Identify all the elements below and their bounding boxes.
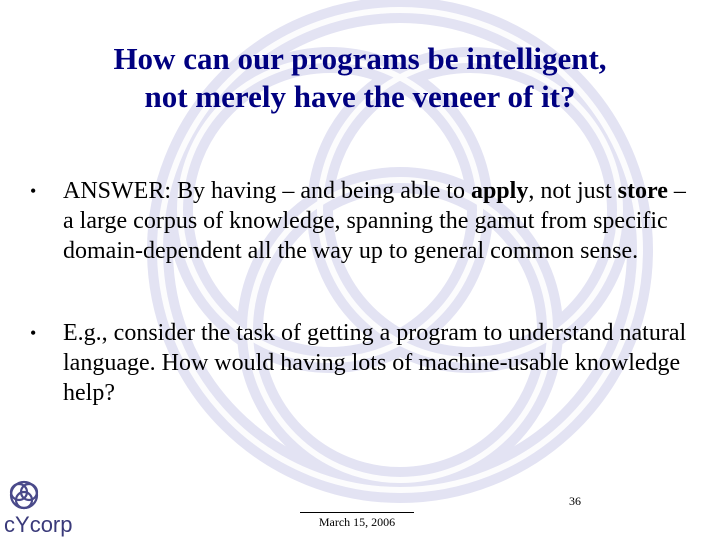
bullet-text-part: ANSWER: By having – and being able to	[63, 178, 471, 204]
bullet-text-part: , not just	[528, 178, 618, 204]
cycorp-logo-text	[4, 512, 72, 538]
slide-title-line-1: How can our programs be intelligent,	[113, 41, 607, 76]
logo-text-prefix: c	[4, 512, 15, 537]
bullet-marker: •	[30, 323, 37, 343]
slide-title-line-2: not merely have the veneer of it?	[144, 79, 576, 114]
bullet-item-answer	[30, 176, 690, 266]
page-number: 36	[569, 494, 581, 508]
logo-text-suffix: corp	[29, 512, 73, 537]
bullet-text: E.g., consider the task of getting a program to understand natural language. How would having lots of machine-usable knowledge help?	[63, 320, 687, 406]
slide-title	[40, 40, 680, 116]
bullet-list	[30, 176, 690, 408]
bullet-item-example	[30, 318, 690, 408]
bullet-emphasis-store: store	[617, 178, 668, 204]
bullet-marker: •	[30, 181, 37, 201]
bullet-emphasis-apply: apply	[470, 178, 529, 204]
bullet-text-part: – a large corpus of knowledge, spanning the gamut from specific domain-dependent all the way up to general common sense.	[63, 178, 686, 264]
footer-date: March 15, 2006	[300, 512, 414, 530]
logo-text-cap: Y	[15, 512, 30, 537]
